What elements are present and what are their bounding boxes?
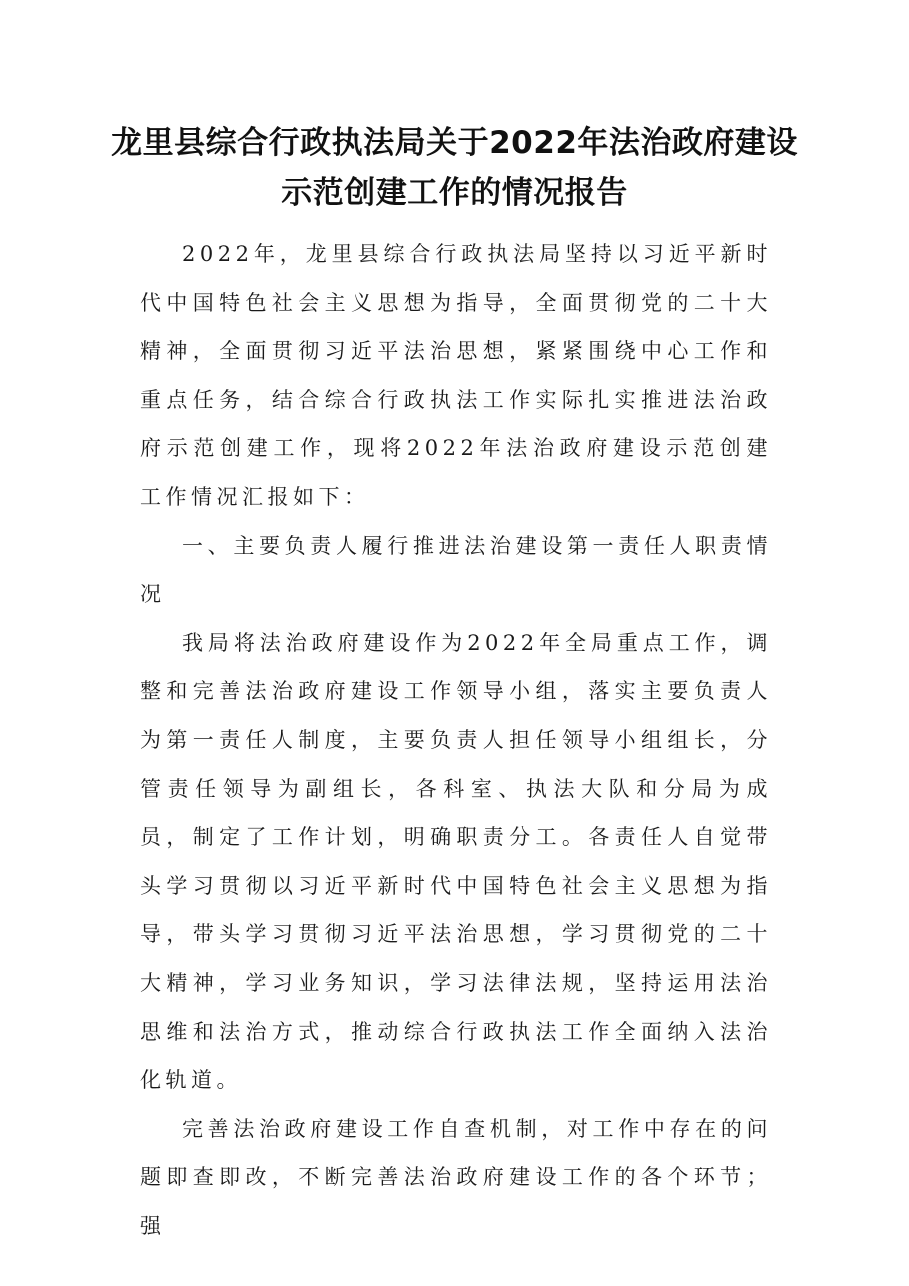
document-title: 龙里县综合行政执法局关于2022年法治政府建设示范创建工作的情况报告 [111,125,798,211]
section-heading-1: 一、主要负责人履行推进法治建设第一责任人职责情况 [140,533,772,607]
paragraph-intro: 2022年，龙里县综合行政执法局坚持以习近平新时代中国特色社会主义思想为指导，全面贯彻党的二十大精神，全面贯彻习近平法治思想，紧紧围绕中心工作和重点任务，结合综合行政执法工作实际扎实推进法治政府示范创建工作，现将2022年法治政府建设示范创建工作情况汇报如下： [140,242,772,509]
paragraph-self-check: 完善法治政府建设工作自查机制，对工作中存在的问题即查即改，不断完善法治政府建设工作的各个环节；强 [140,1116,772,1238]
paragraph-section-1: 我局将法治政府建设作为2022年全局重点工作，调整和完善法治政府建设工作领导小组，落实主要负责人为第一责任人制度，主要负责人担任领导小组组长，分管责任领导为副组长，各科室、执法大队和分局为成员，制定了工作计划，明确职责分工。各责任人自觉带头学习贯彻以习近平新时代中国特色社会主义思想为指导，带头学习贯彻习近平法治思想，学习贯彻党的二十大精神，学习业务知识，学习法律法规，坚持运用法治思维和法治方式，推动综合行政执法工作全面纳入法治化轨道。 [140,630,772,1093]
document-body [140,230,772,1250]
